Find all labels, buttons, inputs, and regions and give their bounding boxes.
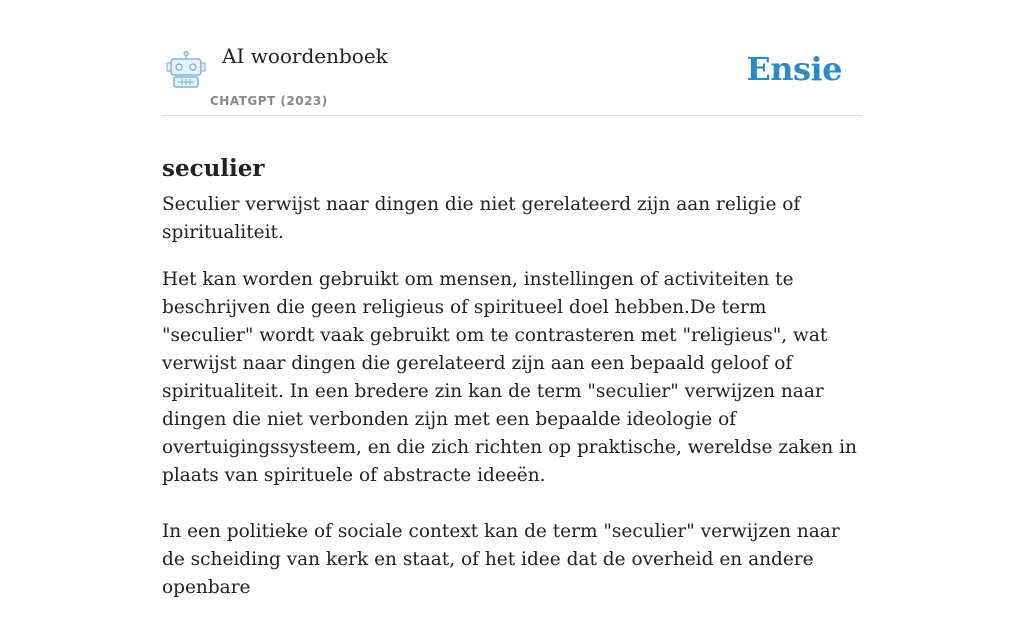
source-header [162, 0, 862, 116]
content-container [162, 0, 862, 598]
entry-term: seculier [162, 155, 265, 183]
source-title[interactable]: AI woordenboek [222, 44, 388, 68]
definition-paragraph: Seculier verwijst naar dingen die niet gerelateerd zijn aan religie of spiritualiteit. [162, 194, 801, 243]
robot-icon [166, 51, 206, 89]
entry-definition [162, 191, 862, 621]
ensie-logo[interactable]: Ensie [746, 50, 842, 88]
source-subtitle: CHATGPT (2023) [210, 94, 328, 108]
definition-paragraph: Het kan worden gebruikt om mensen, instellingen of activiteiten te beschrijven die geen religieus of spiritueel doel hebben.De term "seculier" wordt vaak gebruikt om te contrasteren met "religieus", wat verwijst naar dingen die gerelateerd zijn aan een bepaald geloof of spiritualiteit. In een bredere zin kan de term "seculier" verwijzen naar dingen die niet verbonden zijn met een bepaalde ideologie of overtuigingssysteem, en die zich richten op praktische, wereldse zaken in plaats van spirituele of abstracte ideeën. [162, 269, 857, 486]
definition-paragraph: In een politieke of sociale context kan de term "seculier" verwijzen naar de scheiding van kerk en staat, of het idee dat de overheid en andere openbare [162, 521, 840, 598]
